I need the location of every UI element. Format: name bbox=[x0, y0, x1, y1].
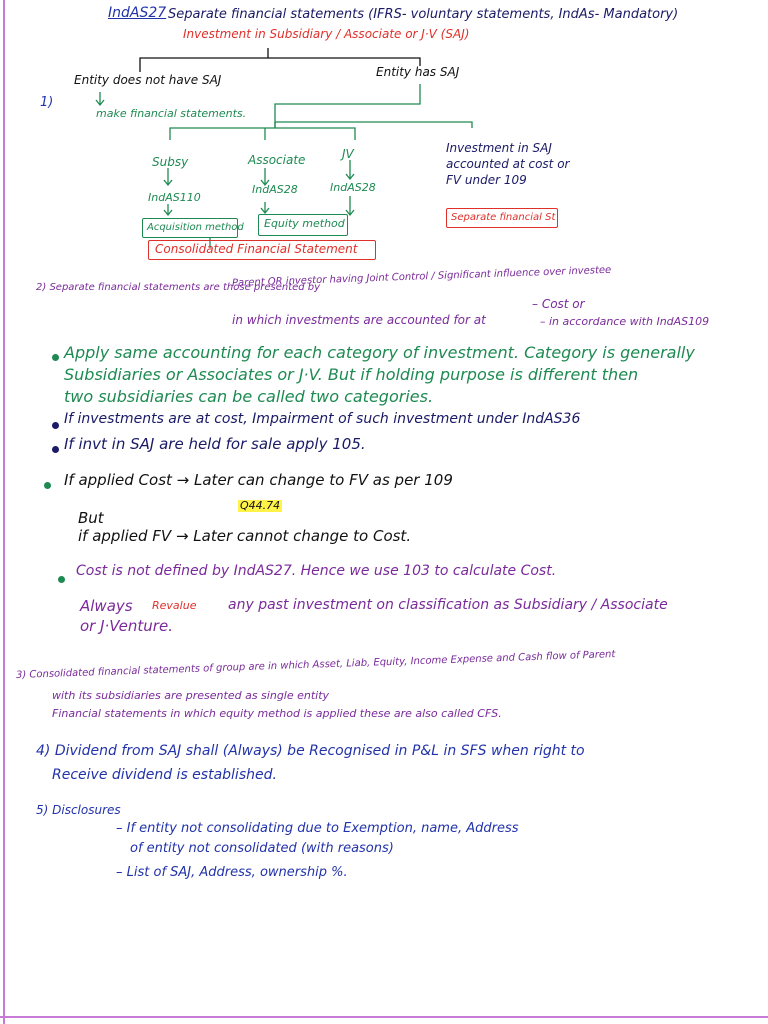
section-2-option-indas109: – in accordance with IndAS109 bbox=[540, 315, 710, 328]
bullet-4: If applied Cost → Later can change to FV as per 109 bbox=[64, 471, 453, 489]
acquisition-method-label: Acquisition method bbox=[147, 222, 244, 233]
entity-has-saj: Entity has SAJ bbox=[376, 65, 460, 79]
node-jv: JV bbox=[342, 147, 354, 161]
section-3-line2: with its subsidiaries are presented as single entity bbox=[52, 689, 330, 702]
section-1-number: 1) bbox=[40, 95, 54, 110]
section-2-parent-investor: Parent OR investor having Joint Control / Significant influence over investee bbox=[231, 264, 612, 289]
section-3-line3: Financial statements in which equity method is applied these are also called CFS. bbox=[52, 707, 502, 720]
equity-method-box bbox=[258, 214, 348, 236]
bullet-1-line2: Subsidiaries or Associates or J·V. But if holding purpose is different then bbox=[64, 365, 639, 384]
question-reference-highlight: Q44.74 bbox=[240, 499, 281, 512]
bullet-3: If invt in SAJ are held for sale apply 105. bbox=[64, 435, 366, 453]
bullet-dot bbox=[52, 446, 59, 453]
bullet-dot bbox=[52, 354, 59, 361]
bullet-dot bbox=[44, 482, 51, 489]
separate-fs-label: Separate financial St bbox=[451, 212, 556, 223]
node-indas28-jv: IndAS28 bbox=[330, 181, 376, 194]
make-financial-statements: make financial statements. bbox=[96, 107, 247, 120]
section-5-heading: 5) Disclosures bbox=[36, 803, 121, 817]
equity-method-label: Equity method bbox=[264, 217, 345, 230]
section-2-line1: 2) Separate financial statements are those presented by bbox=[36, 282, 321, 293]
consolidated-fs-box bbox=[148, 240, 376, 260]
bullet-dot bbox=[58, 576, 65, 583]
node-indas110: IndAS110 bbox=[148, 191, 201, 204]
bullet-1-line3: two subsidiaries can be called two categories. bbox=[64, 387, 434, 406]
acquisition-method-box bbox=[142, 218, 244, 238]
node-indas28-associate: IndAS28 bbox=[252, 183, 298, 196]
node-associate: Associate bbox=[248, 153, 306, 167]
node-subsy: Subsy bbox=[152, 155, 189, 169]
investment-accounted-note: Investment in SAJ accounted at cost or FV under 109 bbox=[446, 141, 570, 188]
section-4-line2: Receive dividend is established. bbox=[52, 767, 277, 783]
section-5-line1: – If entity not consolidating due to Exemption, name, Address bbox=[116, 821, 519, 836]
bullet-2: If investments are at cost, Impairment of such investment under IndAS36 bbox=[64, 411, 581, 427]
section-3-line1: 3) Consolidated financial statements of group are in which Asset, Liab, Equity, Income Expense and Cash flow of Parent bbox=[15, 649, 616, 681]
bullet-5-line1: Cost is not defined by IndAS27. Hence we use 103 to calculate Cost. bbox=[76, 563, 557, 579]
bullet-5-line2: any past investment on classification as Subsidiary / Associate bbox=[228, 597, 668, 613]
bullet-5-always: Always bbox=[80, 597, 133, 615]
section-5-line2: of entity not consolidated (with reasons) bbox=[130, 841, 394, 856]
page-subtitle: Investment in Subsidiary / Associate or J·V (SAJ) bbox=[183, 27, 470, 41]
bullet-5-revalue: Revalue bbox=[152, 599, 197, 612]
bullet-1-line1: Apply same accounting for each category of investment. Category is generally bbox=[64, 343, 695, 362]
consolidated-fs-label: Consolidated Financial Statement bbox=[155, 242, 358, 256]
section-4-line1: 4) Dividend from SAJ shall (Always) be Recognised in P&L in SFS when right to bbox=[36, 743, 585, 759]
section-2-accounted: in which investments are accounted for at bbox=[232, 313, 486, 327]
section-5-line3: – List of SAJ, Address, ownership %. bbox=[116, 865, 348, 880]
page-title: Separate financial statements (IFRS- voluntary statements, IndAs- Mandatory) bbox=[168, 7, 679, 22]
bullet-4-but: But bbox=[78, 509, 104, 527]
standard-label: IndAS27 bbox=[108, 5, 167, 21]
bullet-5-line3: or J·Venture. bbox=[80, 617, 173, 635]
separate-fs-box bbox=[446, 208, 558, 228]
bullet-dot bbox=[52, 422, 59, 429]
entity-no-saj: Entity does not have SAJ bbox=[74, 73, 222, 87]
bullet-4-fv: if applied FV → Later cannot change to Cost. bbox=[78, 527, 412, 545]
section-2-option-cost: – Cost or bbox=[532, 297, 585, 311]
